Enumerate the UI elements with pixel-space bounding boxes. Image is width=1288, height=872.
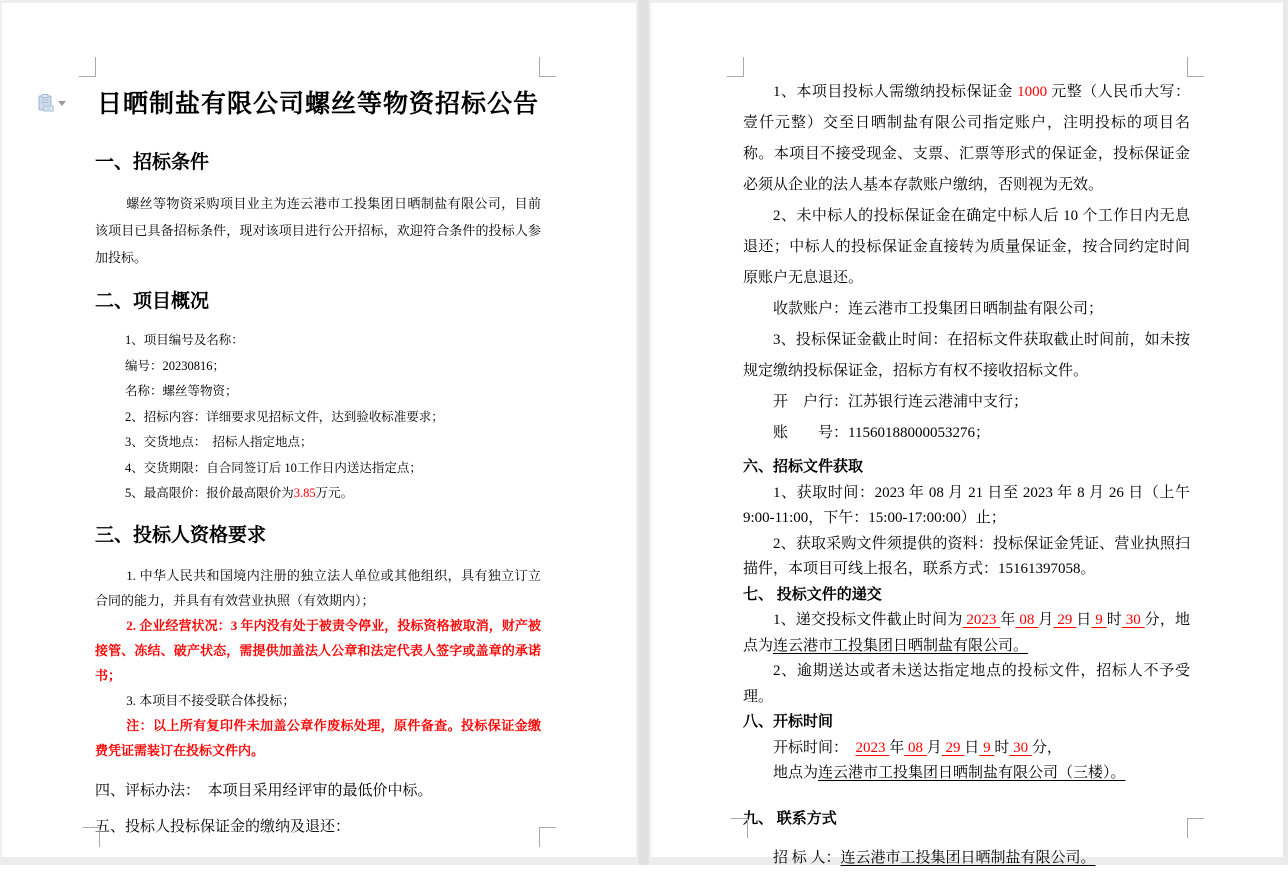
- text-run: 地点为: [773, 765, 819, 781]
- heading-section-4-line: 四、评标办法： 本项目采用经评审的最低价中标。: [95, 782, 433, 799]
- para-account-number: 账 号：11560188000053276；: [773, 425, 990, 441]
- text-run: 1、递交投标文件截止时间为: [773, 612, 963, 628]
- text-run: 日: [1076, 612, 1092, 628]
- text-run: 9: [1091, 612, 1107, 628]
- heading-section-6: 六、招标文件获取: [743, 459, 864, 475]
- para-deposit-3: 3、投标保证金截止时间：在招标文件获取截止时间前，如未按规定缴纳投标保证金，招标方有权不接收招标文件。: [743, 332, 1190, 379]
- text-run: 5、最高限价：报价最高限价为: [125, 486, 294, 500]
- text-run: 30: [1121, 612, 1145, 628]
- page-2: [651, 3, 1283, 866]
- section-2-list: [95, 328, 541, 507]
- para-obtain-time: 1、获取时间：2023 年 08 月 21 日至 2023 年 8 月 26 日（上午 9:00-11:00，下午：15:00-17:00:00）止；: [743, 484, 1190, 526]
- chevron-down-icon: [58, 101, 66, 106]
- para-bank: 开 户行：江苏银行连云港浦中支行；: [773, 394, 1029, 410]
- text-run: 29: [1053, 612, 1077, 628]
- window-right-edge: [1283, 0, 1288, 865]
- list-item: 名称：螺丝等物资；: [125, 384, 238, 398]
- text-run: 万元。: [315, 486, 354, 500]
- para-submit-deadline: [743, 608, 1190, 659]
- text-run: 月: [926, 739, 942, 756]
- heading-section-8: 八、开标时间: [743, 714, 834, 730]
- margin-mark: [1187, 57, 1204, 77]
- text-run: 08: [904, 739, 927, 756]
- page-1: [2, 3, 636, 857]
- para-obtain-materials: 2、获取采购文件须提供的资料：投标保证金凭证、营业执照扫描件，本项目可线上报名，联系方式：15161397058。: [743, 535, 1190, 577]
- text-run: 1、本项目投标人需缴纳投标保证金: [773, 84, 1018, 100]
- heading-section-9: 九、 联系方式: [743, 810, 837, 827]
- text-run: 时: [994, 739, 1010, 756]
- para-deposit-1: [743, 77, 1190, 201]
- margin-mark: [539, 827, 556, 847]
- paste-options-button[interactable]: [38, 91, 72, 115]
- text-run: ，地点为: [743, 612, 1190, 654]
- page-separator: [636, 0, 651, 865]
- clipboard-paste-icon: [38, 94, 54, 112]
- text-run: 连云港市工投集团日晒制盐有限公司。: [840, 850, 1096, 866]
- text-run: 3.85: [293, 486, 316, 500]
- list-item-price-limit: [95, 481, 541, 507]
- text-run: 连云港市工投集团日晒制盐有限公司。: [773, 637, 1029, 654]
- document-title: 日晒制盐有限公司螺丝等物资招标公告: [96, 91, 539, 118]
- text-run: 2023: [855, 739, 890, 756]
- text-run: 年: [1000, 612, 1016, 628]
- margin-mark: [83, 827, 100, 847]
- text-run: 日: [964, 739, 980, 756]
- heading-section-3: 三、投标人资格要求: [95, 524, 267, 546]
- text-run: 2023: [962, 612, 1001, 628]
- text-run: 开标时间：: [773, 739, 856, 756]
- margin-mark: [79, 57, 96, 77]
- list-item: 4、交货期限：自合同签订后 10工作日内送达指定点；: [125, 460, 422, 475]
- text-run: 月: [1038, 612, 1054, 628]
- heading-section-1: 一、招标条件: [95, 152, 210, 173]
- para-intro: 螺丝等物资采购项目业主为连云港市工投集团日晒制盐有限公司，目前该项目已具备招标条件，现对该项目进行公开招标，欢迎符合条件的投标人参加投标。: [95, 196, 541, 265]
- text-run: 分: [1031, 739, 1047, 756]
- text-run: ，: [1046, 739, 1062, 756]
- para-opening-time: [743, 736, 1190, 762]
- list-item: 2、招标内容：详细要求见招标文件，达到验收标准要求；: [125, 409, 444, 424]
- para-receiving-account: 收款账户：连云港市工投集团日晒制盐有限公司；: [773, 301, 1104, 317]
- text-run: 年: [889, 739, 905, 756]
- text-run: 分: [1144, 612, 1160, 628]
- margin-mark: [727, 57, 744, 77]
- text-run: 1000: [1017, 84, 1048, 100]
- para-qualification-3: 3. 本项目不接受联合体投标；: [126, 692, 296, 708]
- section-3-body: [95, 563, 541, 763]
- para-qualification-1: 1. 中华人民共和国境内注册的独立法人单位或其他组织，具有独立订立合同的能力，并具有有效营业执照（有效期内）；: [95, 567, 541, 608]
- list-item: 编号：20230816；: [125, 358, 226, 373]
- heading-section-5-line: 五、投标人投标保证金的缴纳及退还：: [95, 818, 351, 835]
- para-qualification-2: 2. 企业经营状况：3 年内没有处于被责令停业，投标资格被取消，财产被接管、冻结、破产状态，需提供加盖法人公章和法定代表人签字或盖章的承诺书；: [95, 617, 541, 683]
- para-late-submission: 2、逾期送达或者未送达指定地点的投标文件，招标人不予受理。: [743, 663, 1190, 705]
- text-run: 时: [1106, 612, 1122, 628]
- section-5-body: [743, 77, 1190, 449]
- sections-6-9-body: [743, 455, 1190, 872]
- text-run: 30: [1009, 739, 1032, 756]
- para-note: 注：以上所有复印件未加盖公章作废标处理，原件备查。投标保证金缴费凭证需装订在投标文件内。: [95, 717, 541, 758]
- text-run: 9: [979, 739, 995, 756]
- text-run: 元整（人民币大写：壹仟元整）交至日晒制盐有限公司指定账户，注明投标的项目名称。本项目不接受现金、支票、汇票等形式的保证金，投标保证金必须从企业的法人基本存款账户缴纳，否则视为无效。: [743, 84, 1190, 193]
- list-item: 1、项目编号及名称：: [125, 333, 244, 347]
- text-run: 29: [941, 739, 965, 756]
- list-item: 3、交货地点： 招标人指定地点；: [125, 435, 313, 449]
- margin-mark: [731, 818, 748, 838]
- heading-section-7: 七、 投标文件的递交: [743, 586, 882, 603]
- text-run: 招 标 人：: [773, 850, 841, 866]
- heading-section-2: 二、项目概况: [95, 291, 210, 312]
- margin-mark: [1187, 818, 1204, 838]
- margin-mark: [539, 57, 556, 77]
- para-opening-place: [743, 761, 1190, 787]
- para-deposit-2: 2、未中标人的投标保证金在确定中标人后 10 个工作日内无息退还；中标人的投标保证金直接转为质量保证金，按合同约定时间原账户无息退还。: [743, 208, 1190, 286]
- text-run: 连云港市工投集团日晒制盐有限公司（三楼）。: [818, 765, 1126, 781]
- para-tenderer: [743, 846, 1190, 872]
- text-run: 08: [1015, 612, 1039, 628]
